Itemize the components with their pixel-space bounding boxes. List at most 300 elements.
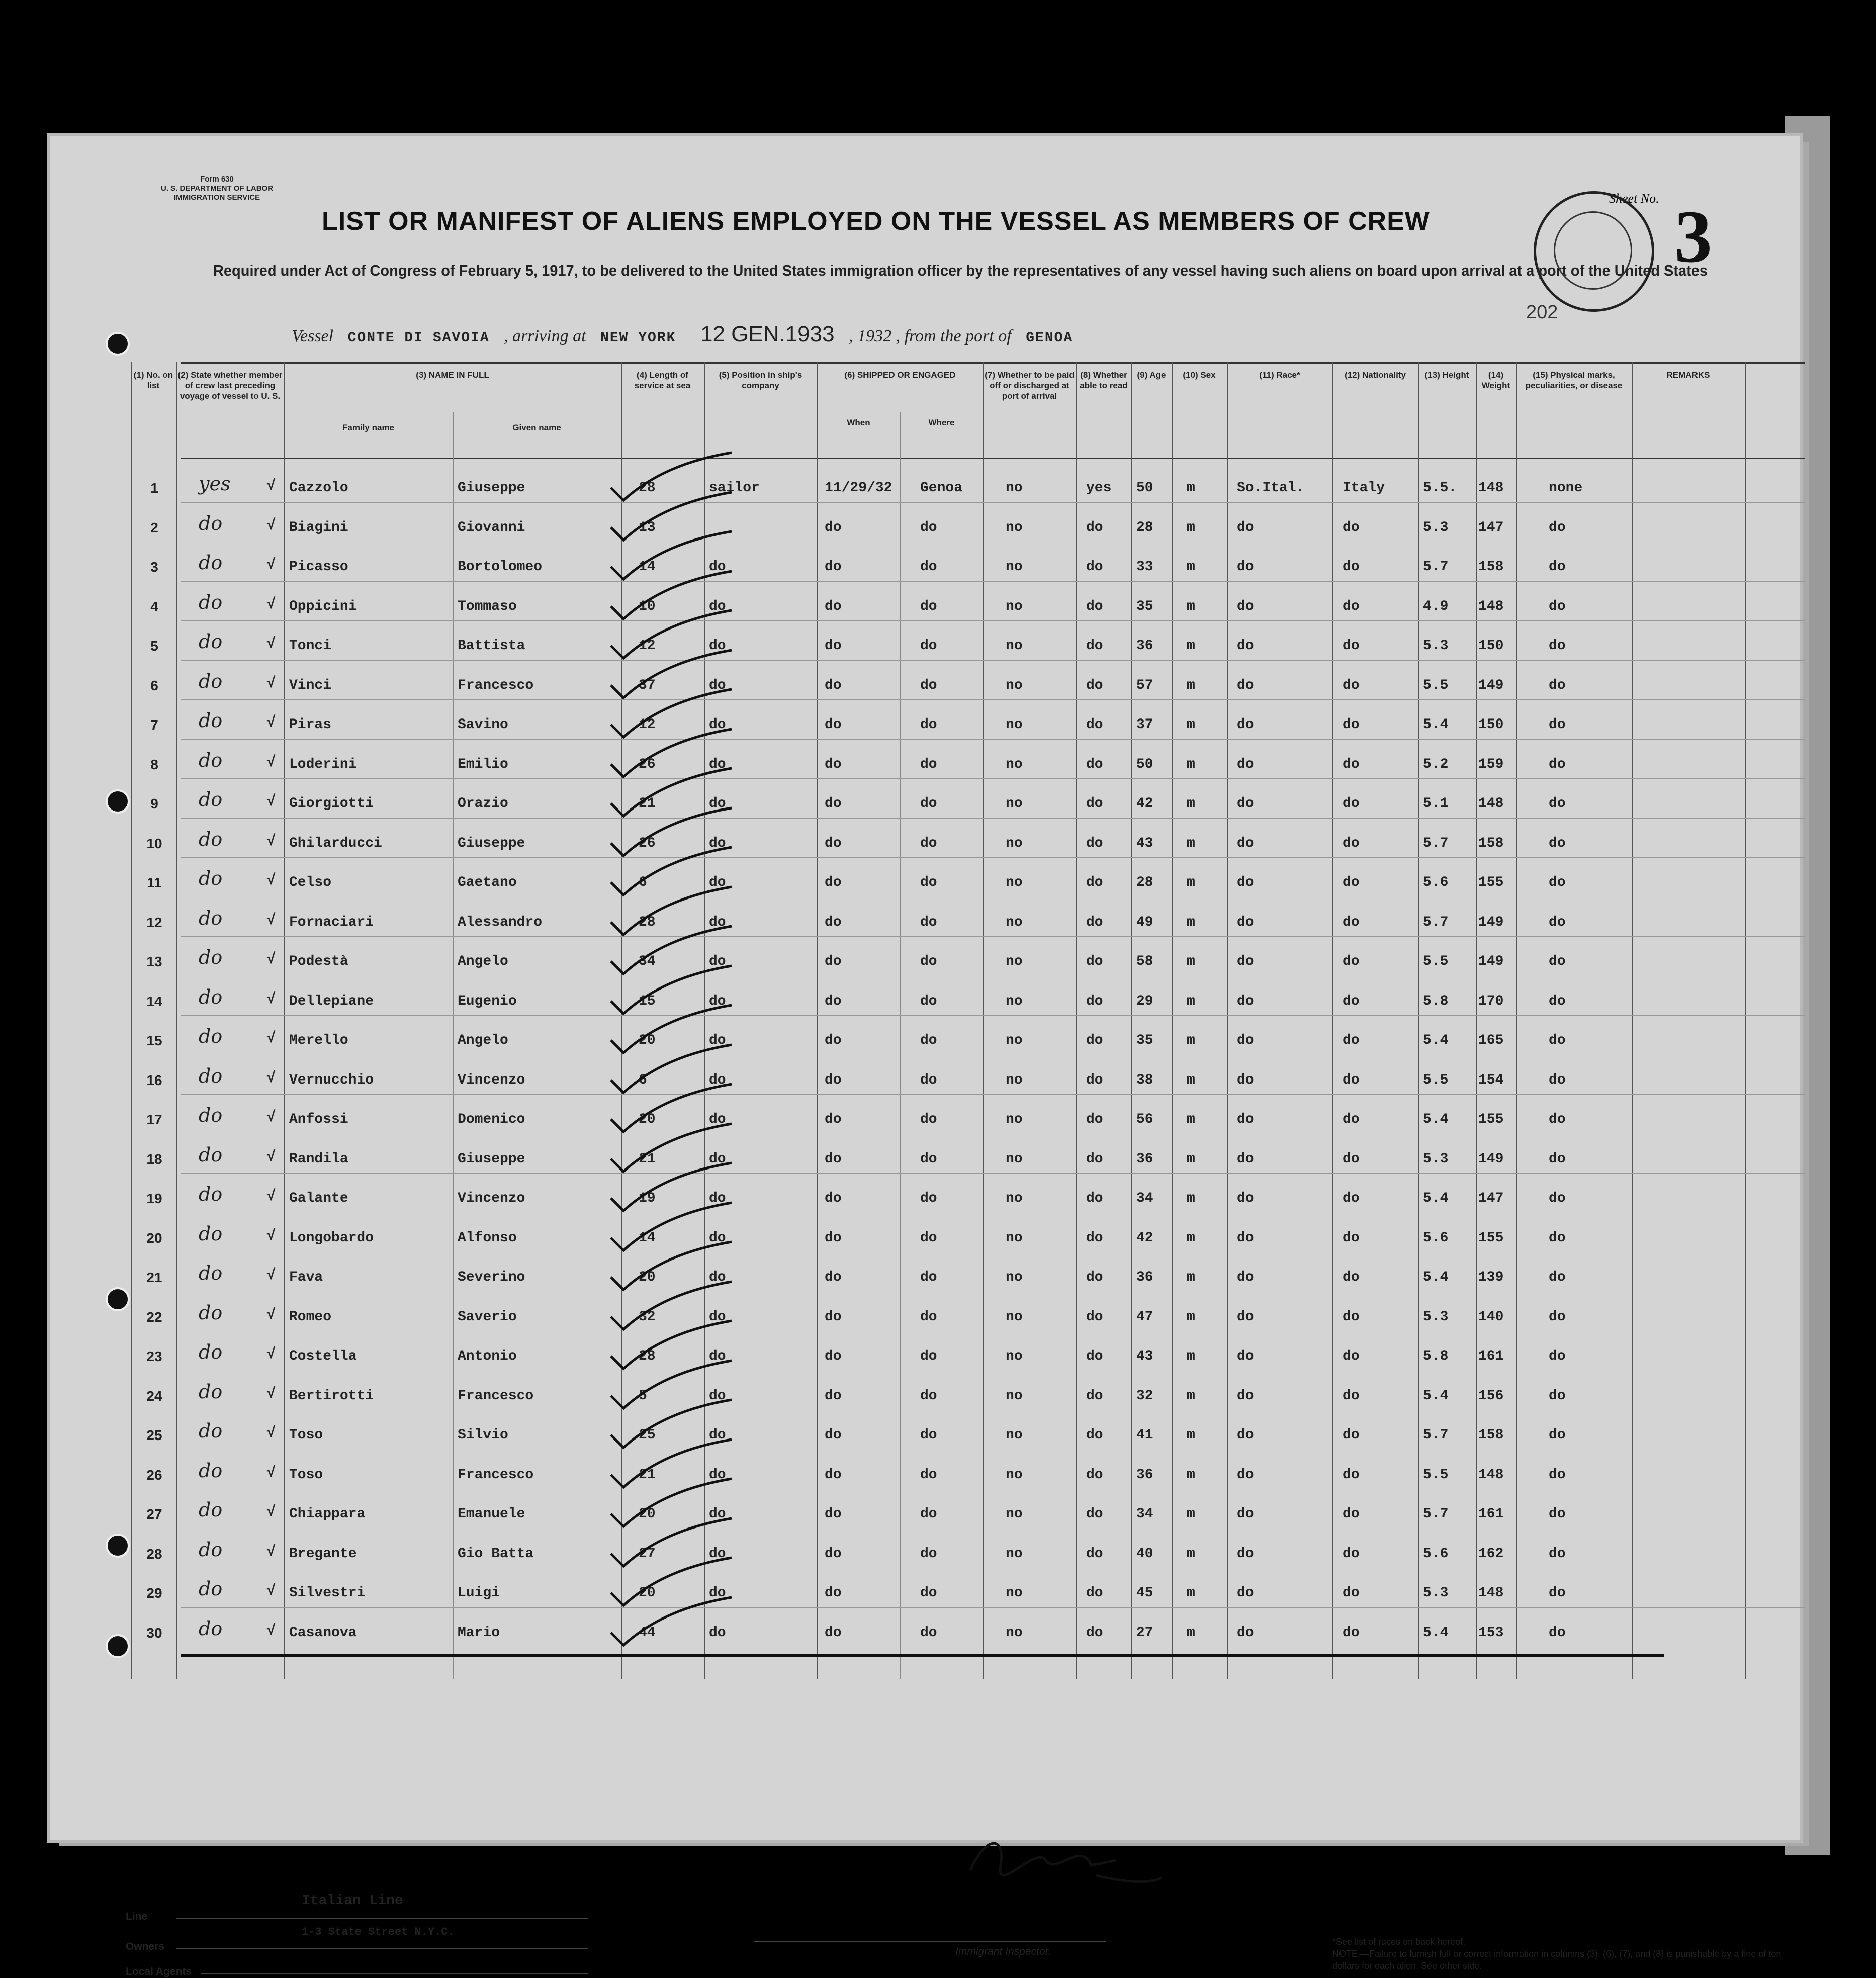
length-of-service: 21: [639, 1151, 656, 1167]
row-number: 24: [146, 1388, 162, 1404]
column-divider: [284, 362, 285, 1679]
given-name: Bortolomeo: [458, 559, 543, 575]
age: 43: [1136, 835, 1153, 851]
race: do: [1237, 1270, 1254, 1285]
paid-off: no: [1006, 559, 1023, 575]
column-divider: [1227, 362, 1228, 1679]
age: 50: [1136, 756, 1153, 772]
shipped-when: do: [825, 1112, 842, 1127]
position: do: [709, 756, 726, 772]
row-rule: [181, 778, 1805, 779]
position: do: [709, 1033, 726, 1048]
shipped-where: do: [920, 796, 937, 812]
position: do: [709, 1625, 726, 1641]
nationality: do: [1343, 1506, 1360, 1522]
age: 43: [1136, 1348, 1153, 1364]
weight: 155: [1478, 1112, 1504, 1127]
page-subtitle: Required under Act of Congress of February 5, 1917, to be delivered to the United States immigration officer by the representatives of any vessel having such aliens on board upon arrival at a port of the United States: [213, 263, 1708, 279]
row-number: 17: [146, 1112, 162, 1127]
physical-marks: do: [1549, 1348, 1566, 1364]
race: do: [1237, 717, 1254, 733]
previous-voyage: do: [199, 1143, 223, 1166]
length-of-service: 34: [639, 954, 656, 969]
height: 5.7: [1423, 559, 1449, 575]
nationality: do: [1343, 1191, 1360, 1206]
check-icon: √: [266, 1306, 276, 1324]
row-rule: [181, 1607, 1805, 1608]
check-icon: √: [266, 1622, 276, 1640]
position: do: [709, 1348, 726, 1364]
sex: m: [1187, 677, 1195, 693]
height: 5.7: [1423, 835, 1449, 851]
shipped-where: do: [920, 993, 937, 1009]
able-to-read: do: [1086, 559, 1103, 575]
header-where: Where: [928, 418, 955, 427]
race: do: [1237, 519, 1254, 535]
shipped-where: do: [920, 1072, 937, 1088]
race: do: [1237, 677, 1254, 693]
sex: m: [1187, 1033, 1195, 1048]
shipped-when: do: [825, 1151, 842, 1167]
check-icon: √: [266, 1543, 276, 1561]
physical-marks: do: [1549, 519, 1566, 535]
family-name: Podestà: [289, 954, 348, 969]
physical-marks: do: [1549, 1506, 1566, 1522]
given-name: Angelo: [458, 1033, 508, 1048]
weight: 147: [1478, 1191, 1504, 1206]
position: do: [709, 835, 726, 851]
position: do: [709, 875, 726, 890]
paid-off: no: [1006, 1467, 1023, 1483]
sex: m: [1187, 835, 1195, 851]
position: do: [709, 1191, 726, 1206]
length-of-service: 20: [639, 1506, 656, 1522]
shipped-where: do: [920, 677, 937, 693]
row-number: 5: [150, 638, 158, 654]
able-to-read: do: [1086, 1270, 1103, 1285]
physical-marks: do: [1549, 1191, 1566, 1206]
family-name: Romeo: [289, 1309, 332, 1325]
height: 5.4: [1423, 1191, 1449, 1206]
height: 5.5: [1423, 1072, 1449, 1088]
height: 5.4: [1423, 717, 1449, 733]
sex: m: [1187, 1585, 1195, 1601]
height: 5.7: [1423, 1506, 1449, 1522]
family-name: Fornaciari: [289, 914, 374, 930]
race: do: [1237, 1033, 1254, 1048]
family-name: Tonci: [289, 638, 332, 654]
height: 5.3: [1423, 1585, 1449, 1601]
row-rule: [181, 1173, 1805, 1174]
sheet-label: Sheet No.: [1609, 191, 1659, 206]
check-icon: √: [266, 1148, 276, 1166]
physical-marks: do: [1549, 598, 1566, 614]
weight: 158: [1478, 559, 1504, 575]
shipped-when: do: [825, 1388, 842, 1404]
able-to-read: do: [1086, 1348, 1103, 1364]
given-name: Eugenio: [458, 993, 517, 1009]
nationality: do: [1343, 1467, 1360, 1483]
race: do: [1237, 875, 1254, 890]
physical-marks: do: [1549, 756, 1566, 772]
table-end-rule: [181, 1654, 1664, 1657]
family-name: Bregante: [289, 1546, 357, 1562]
paid-off: no: [1006, 1625, 1023, 1641]
sex: m: [1187, 1427, 1195, 1443]
row-number: 14: [146, 993, 162, 1009]
race: do: [1237, 756, 1254, 772]
weight: 148: [1478, 598, 1504, 614]
paid-off: no: [1006, 993, 1023, 1009]
sex: m: [1187, 519, 1195, 535]
row-number: 21: [146, 1270, 162, 1285]
shipped-where: do: [920, 1309, 937, 1325]
weight: 149: [1478, 677, 1504, 693]
owners-label: Owners: [126, 1941, 165, 1952]
column-divider: [1172, 362, 1173, 1679]
age: 41: [1136, 1427, 1153, 1443]
sex: m: [1187, 1072, 1195, 1088]
given-name: Antonio: [458, 1348, 517, 1364]
length-of-service: 28: [639, 480, 656, 496]
shipped-when: do: [825, 1270, 842, 1285]
shipped-when: do: [825, 677, 842, 693]
weight: 140: [1478, 1309, 1504, 1325]
physical-marks: do: [1549, 1230, 1566, 1246]
able-to-read: do: [1086, 835, 1103, 851]
race: do: [1237, 1585, 1254, 1601]
family-name: Longobardo: [289, 1230, 374, 1246]
able-to-read: do: [1086, 914, 1103, 930]
header-c9: (9) Age: [1137, 370, 1166, 380]
age: 42: [1136, 796, 1153, 812]
physical-marks: do: [1549, 1427, 1566, 1443]
check-icon: √: [266, 1069, 276, 1087]
check-icon: √: [266, 675, 276, 692]
shipped-when: do: [825, 519, 842, 535]
physical-marks: do: [1549, 1585, 1566, 1601]
paid-off: no: [1006, 717, 1023, 733]
able-to-read: do: [1086, 796, 1103, 812]
weight: 161: [1478, 1506, 1504, 1522]
row-rule: [181, 620, 1805, 621]
row-number: 26: [146, 1467, 162, 1483]
check-icon: √: [266, 557, 276, 574]
age: 32: [1136, 1388, 1153, 1404]
age: 36: [1136, 1151, 1153, 1167]
previous-voyage: do: [199, 1341, 223, 1363]
race: do: [1237, 1151, 1254, 1167]
weight: 158: [1478, 835, 1504, 851]
shipped-where: do: [920, 1270, 937, 1285]
check-icon: √: [266, 1583, 276, 1600]
check-icon: √: [266, 1385, 276, 1403]
nationality: do: [1343, 1625, 1360, 1641]
position: do: [709, 1506, 726, 1522]
family-name: Biagini: [289, 519, 348, 535]
header-c2: (2) State whether member of crew last preceding voyage of vessel to U. S.: [177, 370, 283, 401]
check-icon: √: [266, 636, 276, 653]
nationality: do: [1343, 875, 1360, 890]
weight: 148: [1478, 480, 1504, 496]
name-subdivider: [453, 412, 454, 1679]
column-divider: [1131, 362, 1132, 1679]
column-divider: [817, 362, 818, 1679]
physical-marks: do: [1549, 1072, 1566, 1088]
age: 29: [1136, 993, 1153, 1009]
position: do: [709, 796, 726, 812]
row-number: 12: [146, 914, 162, 930]
given-name: Battista: [458, 638, 525, 654]
able-to-read: do: [1086, 954, 1103, 969]
service-tick-icon: [606, 1595, 737, 1650]
column-divider: [1476, 362, 1477, 1679]
physical-marks: do: [1549, 717, 1566, 733]
shipped-where: do: [920, 1112, 937, 1127]
physical-marks: do: [1549, 1270, 1566, 1285]
family-name: Dellepiane: [289, 993, 374, 1009]
family-name: Casanova: [289, 1625, 357, 1641]
weight: 149: [1478, 914, 1504, 930]
shipped-when: do: [825, 559, 842, 575]
paid-off: no: [1006, 796, 1023, 812]
footnote-text: NOTE.—Failure to furnish full or correct information in columns (3), (6), (7), and (8) is punishable by a fine of ten dollars for each alien. See other side.: [1332, 1949, 1781, 1971]
nationality: do: [1343, 717, 1360, 733]
nationality: do: [1343, 1072, 1360, 1088]
able-to-read: do: [1086, 638, 1103, 654]
given-name: Saverio: [458, 1309, 517, 1325]
able-to-read: do: [1086, 1033, 1103, 1048]
previous-voyage: do: [199, 1064, 223, 1087]
race: do: [1237, 1348, 1254, 1364]
vessel-name: CONTE DI SAVOIA: [347, 330, 490, 346]
weight: 148: [1478, 1585, 1504, 1601]
able-to-read: do: [1086, 1309, 1103, 1325]
physical-marks: do: [1549, 1151, 1566, 1167]
previous-voyage: do: [199, 1262, 223, 1284]
family-name: Chiappara: [289, 1506, 366, 1522]
from-label: , from the port of: [896, 327, 1012, 345]
shipped-where: do: [920, 1506, 937, 1522]
shipped-where: do: [920, 717, 937, 733]
previous-voyage: do: [199, 749, 223, 771]
inspector-underline: [754, 1941, 1106, 1942]
able-to-read: do: [1086, 598, 1103, 614]
age: 35: [1136, 1033, 1153, 1048]
shipped-where: Genoa: [920, 480, 963, 496]
previous-voyage: do: [199, 1459, 223, 1482]
position: do: [709, 1072, 726, 1088]
able-to-read: do: [1086, 519, 1103, 535]
length-of-service: 10: [639, 598, 656, 614]
given-name: Alessandro: [458, 914, 543, 930]
paid-off: no: [1006, 1191, 1023, 1206]
weight: 149: [1478, 1151, 1504, 1167]
sex: m: [1187, 796, 1195, 812]
row-rule: [181, 739, 1805, 740]
height: 5.6: [1423, 875, 1449, 890]
row-number: 18: [146, 1151, 162, 1167]
check-icon: √: [266, 1464, 276, 1482]
weight: 153: [1478, 1625, 1504, 1641]
nationality: do: [1343, 559, 1360, 575]
row-number: 10: [146, 835, 162, 851]
form-identifier: [161, 175, 273, 202]
check-icon: √: [266, 1030, 276, 1047]
nationality: do: [1343, 1112, 1360, 1127]
height: 5.5: [1423, 954, 1449, 969]
race: do: [1237, 1072, 1254, 1088]
able-to-read: do: [1086, 1427, 1103, 1443]
shipped-when: do: [825, 1546, 842, 1562]
sex: m: [1187, 914, 1195, 930]
position: do: [709, 677, 726, 693]
vessel-label: Vessel: [292, 327, 334, 345]
shipped-when: do: [825, 796, 842, 812]
paid-off: no: [1006, 598, 1023, 614]
row-number: 19: [146, 1191, 162, 1206]
paid-off: no: [1006, 1585, 1023, 1601]
nationality: do: [1343, 914, 1360, 930]
sex: m: [1187, 638, 1195, 654]
able-to-read: do: [1086, 677, 1103, 693]
family-name: Fava: [289, 1270, 323, 1285]
age: 49: [1136, 914, 1153, 930]
previous-voyage: do: [199, 670, 223, 692]
shipped-where: do: [920, 1230, 937, 1246]
physical-marks: do: [1549, 1467, 1566, 1483]
family-name: Merello: [289, 1033, 348, 1048]
paid-off: no: [1006, 1348, 1023, 1364]
height: 5.2: [1423, 756, 1449, 772]
departure-port: GENOA: [1026, 330, 1074, 346]
physical-marks: do: [1549, 954, 1566, 969]
family-name: Vernucchio: [289, 1072, 374, 1088]
header-c15: (15) Physical marks, peculiarities, or disease: [1525, 370, 1623, 390]
length-of-service: 21: [639, 1467, 656, 1483]
physical-marks: do: [1549, 1309, 1566, 1325]
header-c14: (14) Weight: [1481, 370, 1510, 390]
row-number: 15: [146, 1033, 162, 1048]
arrival-date-stamp: 12 GEN.1933: [700, 322, 835, 346]
position: do: [709, 1585, 726, 1601]
check-icon: √: [266, 714, 276, 732]
owners-underline: [176, 1948, 588, 1949]
race: do: [1237, 1467, 1254, 1483]
height: 5.3: [1423, 638, 1449, 654]
family-name: Silvestri: [289, 1585, 366, 1601]
age: 36: [1136, 1270, 1153, 1285]
height: 5.3: [1423, 1151, 1449, 1167]
shipped-when: do: [825, 1625, 842, 1641]
line-label: Line: [126, 1911, 148, 1922]
family-name: Galante: [289, 1191, 348, 1206]
length-of-service: 28: [639, 914, 656, 930]
physical-marks: none: [1549, 480, 1583, 496]
given-name: Angelo: [458, 954, 508, 969]
nationality: do: [1343, 677, 1360, 693]
nationality: do: [1343, 1309, 1360, 1325]
shipped-where: do: [920, 914, 937, 930]
row-rule: [181, 936, 1805, 937]
nationality: do: [1343, 1388, 1360, 1404]
shipped-when: do: [825, 1033, 842, 1048]
form-number: Form 630: [200, 175, 234, 184]
nationality: do: [1343, 598, 1360, 614]
header-c4: (4) Length of service at sea: [634, 370, 691, 390]
height: 5.5.: [1423, 480, 1457, 496]
shipped-where: do: [920, 954, 937, 969]
paid-off: no: [1006, 1033, 1023, 1048]
weight: 161: [1478, 1348, 1504, 1364]
nationality: do: [1343, 993, 1360, 1009]
family-name: Oppicini: [289, 598, 357, 614]
previous-voyage: do: [199, 709, 223, 732]
sex: m: [1187, 993, 1195, 1009]
position: do: [709, 954, 726, 969]
race: do: [1237, 835, 1254, 851]
age: 28: [1136, 875, 1153, 890]
service-name: IMMIGRATION SERVICE: [173, 193, 260, 202]
paid-off: no: [1006, 1230, 1023, 1246]
physical-marks: do: [1549, 993, 1566, 1009]
family-name: Picasso: [289, 559, 348, 575]
given-name: Orazio: [458, 796, 508, 812]
row-rule: [181, 502, 1805, 503]
weight: 154: [1478, 1072, 1504, 1088]
row-number: 30: [146, 1625, 162, 1641]
shipped-where: do: [920, 875, 937, 890]
sex: m: [1187, 1191, 1195, 1206]
nationality: Italy: [1343, 480, 1385, 496]
family-name: Bertirotti: [289, 1388, 374, 1404]
height: 5.7: [1423, 1427, 1449, 1443]
physical-marks: do: [1549, 1112, 1566, 1127]
sex: m: [1187, 1388, 1195, 1404]
race: do: [1237, 914, 1254, 930]
family-name: Giorgiotti: [289, 796, 374, 812]
position: do: [709, 1546, 726, 1562]
check-icon: √: [266, 991, 276, 1008]
row-number: 7: [150, 717, 158, 733]
shipped-where: do: [920, 1191, 937, 1206]
height: 5.7: [1423, 914, 1449, 930]
punch-hole-icon: [106, 1534, 130, 1558]
age: 47: [1136, 1309, 1153, 1325]
header-c13: (13) Height: [1424, 370, 1469, 380]
position: do: [709, 1270, 726, 1285]
length-of-service: 26: [639, 835, 656, 851]
race: do: [1237, 1191, 1254, 1206]
given-name: Domenico: [458, 1112, 525, 1127]
able-to-read: yes: [1086, 480, 1112, 496]
row-number: 22: [146, 1309, 162, 1325]
age: 42: [1136, 1230, 1153, 1246]
seal-eagle-icon: [1554, 211, 1632, 290]
length-of-service: 27: [639, 1546, 656, 1562]
shipped-where: do: [920, 756, 937, 772]
age: 35: [1136, 598, 1153, 614]
weight: 148: [1478, 796, 1504, 812]
agents-label: Local Agents: [126, 1966, 192, 1977]
row-rule: [181, 1094, 1805, 1095]
race: do: [1237, 638, 1254, 654]
length-of-service: 32: [639, 1309, 656, 1325]
row-number: 9: [150, 796, 158, 812]
check-icon: √: [266, 833, 276, 850]
able-to-read: do: [1086, 717, 1103, 733]
physical-marks: do: [1549, 677, 1566, 693]
